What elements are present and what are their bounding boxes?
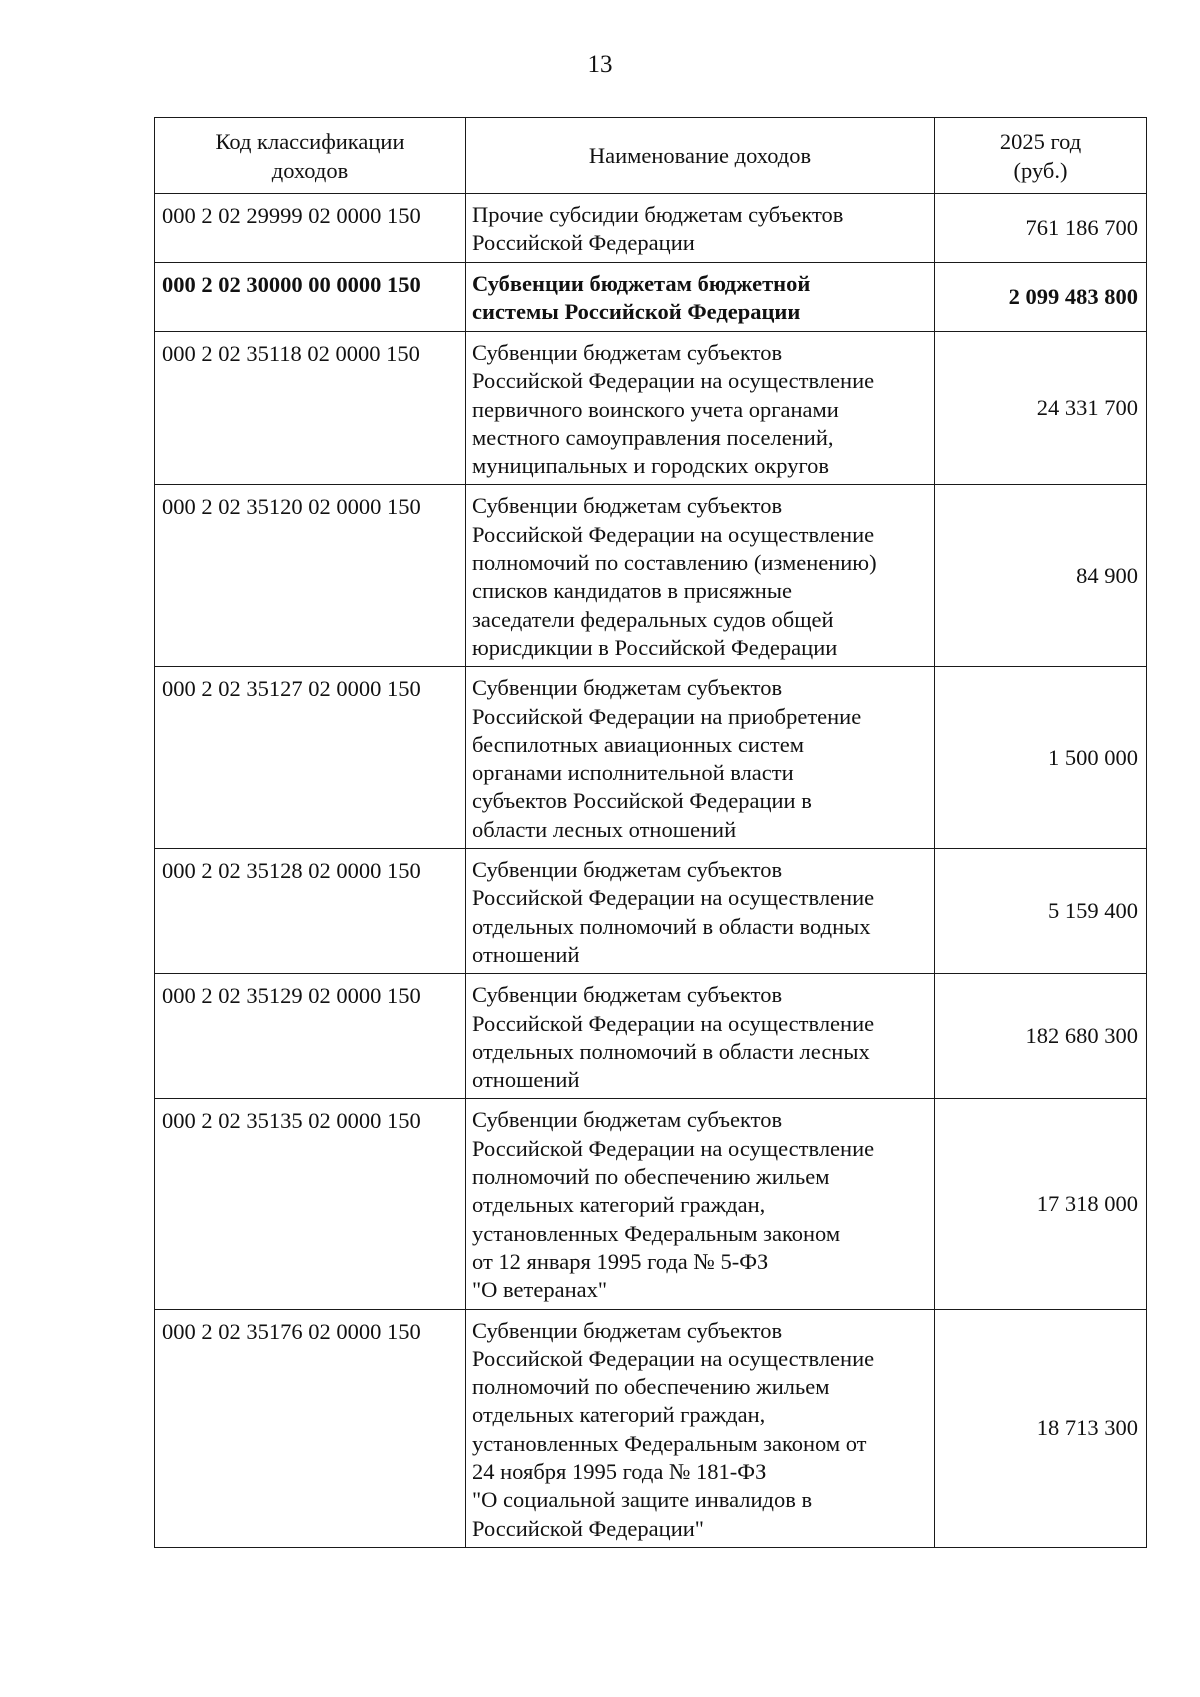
header-name	[466, 118, 935, 194]
revenue-name-line: Российской Федерации на осуществление	[472, 368, 875, 394]
revenue-name-line: отдельных категорий граждан,	[472, 1192, 766, 1218]
revenue-name-line: от 12 января 1995 года № 5-ФЗ	[472, 1248, 769, 1274]
classification-code: 000 2 02 29999 02 0000 150	[155, 194, 466, 263]
header-code-line: Код классификации	[215, 129, 405, 155]
page-number: 13	[587, 51, 613, 78]
revenue-name-line: Субвенции бюджетам субъектов	[472, 493, 783, 519]
revenue-name-line: Субвенции бюджетам субъектов	[472, 675, 783, 701]
revenue-name-line: Субвенции бюджетам субъектов	[472, 340, 783, 365]
revenue-name-line: местного самоуправления поселений,	[472, 424, 834, 450]
classification-code: 000 2 02 35176 02 0000 150	[155, 1309, 466, 1547]
revenue-name-line: списков кандидатов в присяжные	[472, 578, 792, 604]
revenue-name	[466, 849, 935, 974]
table-row	[155, 1099, 1147, 1309]
revenue-name-line: "О социальной защите инвалидов в	[472, 1487, 813, 1513]
revenue-name-line: Российской Федерации	[472, 230, 695, 256]
amount-2025: 84 900	[935, 485, 1147, 667]
amount-2025: 2 099 483 800	[935, 263, 1147, 332]
revenue-name	[466, 332, 935, 485]
revenue-name	[466, 1309, 935, 1547]
revenue-name-line: отдельных полномочий в области водных	[472, 913, 871, 939]
amount-2025: 761 186 700	[935, 194, 1147, 263]
table-row	[155, 1309, 1147, 1547]
revenue-name-line: области лесных отношений	[472, 816, 737, 842]
header-amount	[935, 118, 1147, 194]
revenue-name	[466, 667, 935, 849]
amount-2025: 182 680 300	[935, 974, 1147, 1099]
amount-2025: 17 318 000	[935, 1099, 1147, 1309]
revenue-name-line: заседатели федеральных судов общей	[472, 606, 834, 632]
revenue-name-line: отношений	[472, 941, 580, 967]
revenue-name-line: полномочий по обеспечению жильем	[472, 1164, 830, 1190]
amount-2025: 5 159 400	[935, 849, 1147, 974]
revenue-name-line: отношений	[472, 1067, 580, 1093]
header-name-line: Наименование доходов	[588, 143, 812, 169]
revenue-name-line: полномочий по обеспечению жильем	[472, 1374, 830, 1400]
revenue-name	[466, 194, 935, 263]
classification-code: 000 2 02 30000 00 0000 150	[155, 263, 466, 332]
revenue-name-line: Прочие субсидии бюджетам субъектов	[472, 202, 844, 227]
revenue-name-line: Субвенции бюджетам бюджетной	[472, 271, 811, 296]
revenue-name	[466, 485, 935, 667]
revenue-name-line: отдельных полномочий в области лесных	[472, 1038, 870, 1064]
table-row	[155, 485, 1147, 667]
revenue-name-line: Российской Федерации на осуществление	[472, 521, 875, 547]
classification-code: 000 2 02 35128 02 0000 150	[155, 849, 466, 974]
amount-2025: 18 713 300	[935, 1309, 1147, 1547]
revenue-name-line: 24 ноября 1995 года № 181-ФЗ	[472, 1458, 767, 1484]
table-header-row	[155, 118, 1147, 194]
amount-2025: 1 500 000	[935, 667, 1147, 849]
revenue-name-line: Российской Федерации"	[472, 1515, 704, 1541]
revenue-name-line: системы Российской Федерации	[472, 299, 801, 325]
table-row	[155, 849, 1147, 974]
classification-code: 000 2 02 35135 02 0000 150	[155, 1099, 466, 1309]
amount-2025: 24 331 700	[935, 332, 1147, 485]
revenue-name-line: Субвенции бюджетам субъектов	[472, 857, 783, 883]
revenue-name-line: Российской Федерации на осуществление	[472, 1135, 875, 1161]
table-body	[155, 194, 1147, 1548]
revenue-name	[466, 1099, 935, 1309]
table-row	[155, 263, 1147, 332]
revenue-name-line: юрисдикции в Российской Федерации	[472, 634, 838, 660]
revenue-name-line: органами исполнительной власти	[472, 760, 794, 786]
classification-code: 000 2 02 35118 02 0000 150	[155, 332, 466, 485]
revenue-name-line: Российской Федерации на осуществление	[472, 1345, 875, 1371]
header-amount-line: (руб.)	[1013, 157, 1068, 183]
revenue-name	[466, 974, 935, 1099]
revenue-name-line: Российской Федерации на осуществление	[472, 1010, 875, 1036]
table-row	[155, 974, 1147, 1099]
revenue-name	[466, 263, 935, 332]
revenue-name-line: Субвенции бюджетам субъектов	[472, 982, 783, 1008]
revenue-name-line: беспилотных авиационных систем	[472, 731, 804, 757]
classification-code: 000 2 02 35129 02 0000 150	[155, 974, 466, 1099]
revenue-name-line: Субвенции бюджетам субъектов	[472, 1107, 783, 1133]
revenue-name-line: муниципальных и городских округов	[472, 453, 830, 479]
revenue-name-line: установленных Федеральным законом от	[472, 1430, 867, 1456]
header-code	[155, 118, 466, 194]
classification-code: 000 2 02 35127 02 0000 150	[155, 667, 466, 849]
header-code-line: доходов	[271, 157, 349, 183]
revenue-name-line: субъектов Российской Федерации в	[472, 788, 812, 814]
revenue-table	[154, 117, 1147, 1548]
revenue-name-line: Российской Федерации на приобретение	[472, 703, 862, 729]
revenue-name-line: Российской Федерации на осуществление	[472, 885, 875, 911]
revenue-name-line: "О ветеранах"	[472, 1277, 608, 1303]
table-row	[155, 194, 1147, 263]
revenue-name-line: первичного воинского учета органами	[472, 396, 839, 422]
revenue-name-line: установленных Федеральным законом	[472, 1220, 841, 1246]
table-row	[155, 332, 1147, 485]
revenue-name-line: Субвенции бюджетам субъектов	[472, 1317, 783, 1343]
revenue-name-line: отдельных категорий граждан,	[472, 1402, 766, 1428]
table-row	[155, 667, 1147, 849]
header-amount-line: 2025 год	[999, 129, 1082, 155]
classification-code: 000 2 02 35120 02 0000 150	[155, 485, 466, 667]
revenue-name-line: полномочий по составлению (изменению)	[472, 550, 877, 576]
